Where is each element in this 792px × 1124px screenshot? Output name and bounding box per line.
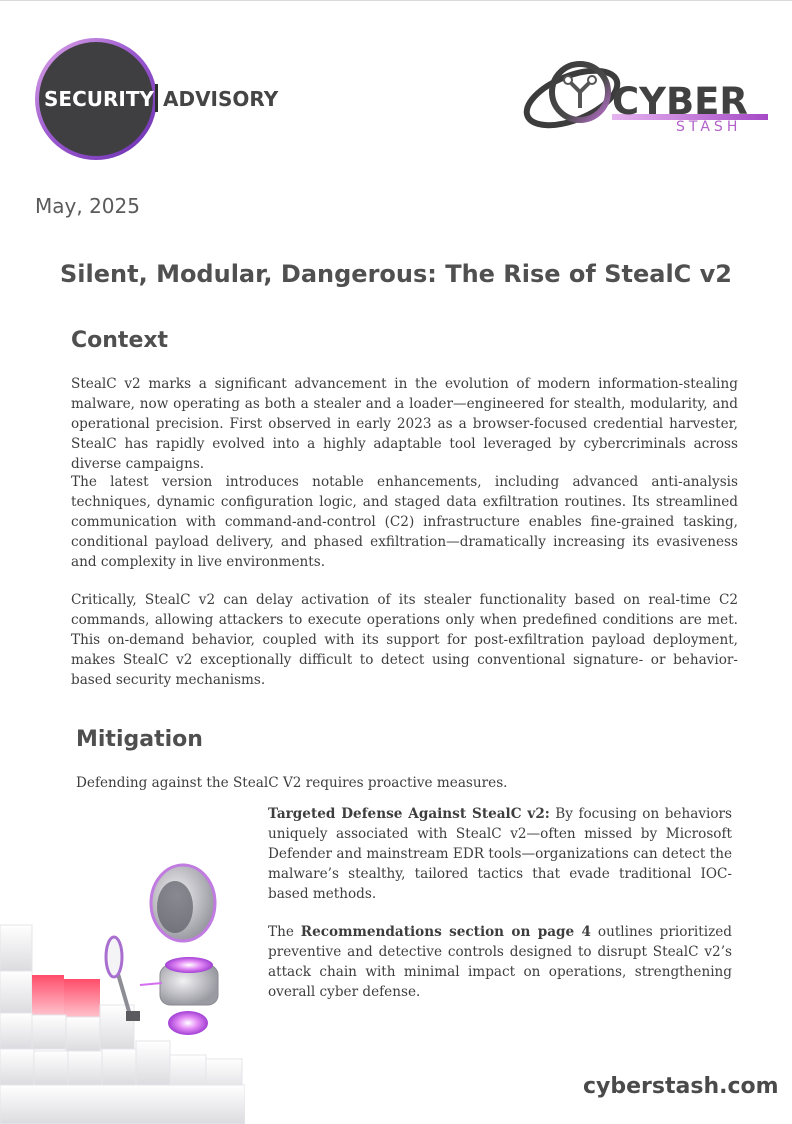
badge-label-advisory: ADVISORY [163, 87, 279, 111]
context-paragraph-3: Critically, StealC v2 can delay activation of its stealer functionality based on real-time C2 commands, allowing attackers to execute operations only when predefined conditions are met. This on-demand behavior, coupled with its support for post-exfiltration payload deployment, makes StealC v2 exceptionally difficult to detect using conventional signature- or behavior-based security mechanisms. [71, 592, 738, 688]
context-heading: Context [71, 328, 169, 353]
badge-separator [155, 84, 158, 112]
mitigation-item-recommendations [268, 922, 732, 1002]
badge-label-security: SECURITY [44, 87, 154, 111]
top-rule [0, 0, 792, 1]
logo-subwordmark: STASH [676, 119, 742, 135]
item-prefix: The [268, 924, 301, 940]
item-body: By focusing on behaviors uniquely associated with StealC v2—often missed by Microsoft Defender and mainstream EDR tools—organizations can detect the malware’s stealthy, tailored tactics that evade traditional IOC-based methods. [268, 806, 732, 902]
context-paragraph-1: StealC v2 marks a significant advancement in the evolution of modern information-stealing malware, now operating as both a stealer and a loader—engineered for stealth, modularity, and operational precision. First observed in early 2023 as a browser-focused credential harvester, StealC has rapidly evolved into a highly adaptable tool leveraged by cybercriminals across diverse campaigns. [71, 376, 738, 472]
logo-wordmark: CYBER [612, 80, 748, 123]
item-heading: Targeted Defense Against StealC v2: [268, 806, 550, 822]
item-reference: Recommendations section on page 4 [300, 924, 591, 940]
publication-date: May, 2025 [35, 194, 140, 218]
footer-website[interactable]: cyberstash.com [583, 1074, 779, 1099]
robot-cubes-illustration-icon [0, 855, 245, 1124]
mitigation-heading: Mitigation [76, 727, 203, 752]
context-paragraph-2: The latest version introduces notable enhancements, including advanced anti-analysis techniques, dynamic configuration logic, and staged data exfiltration routines. Its streamlined communication with command-and-control (C2) infrastructure enables fine-grained tasking, conditional payload delivery, and phased exfiltration—dramatically increasing its evasiveness and complexity in live environments. [71, 474, 738, 570]
mitigation-item-targeted-defense [268, 804, 732, 904]
mitigation-intro: Defending against the StealC V2 requires proactive measures. [76, 775, 508, 791]
item-body: outlines prioritized preventive and detective controls designed to disrupt StealC v2’s attack chain with minimal impact on operations, strengthening overall cyber defense. [268, 924, 732, 1000]
document-title: Silent, Modular, Dangerous: The Rise of StealC v2 [60, 260, 732, 288]
